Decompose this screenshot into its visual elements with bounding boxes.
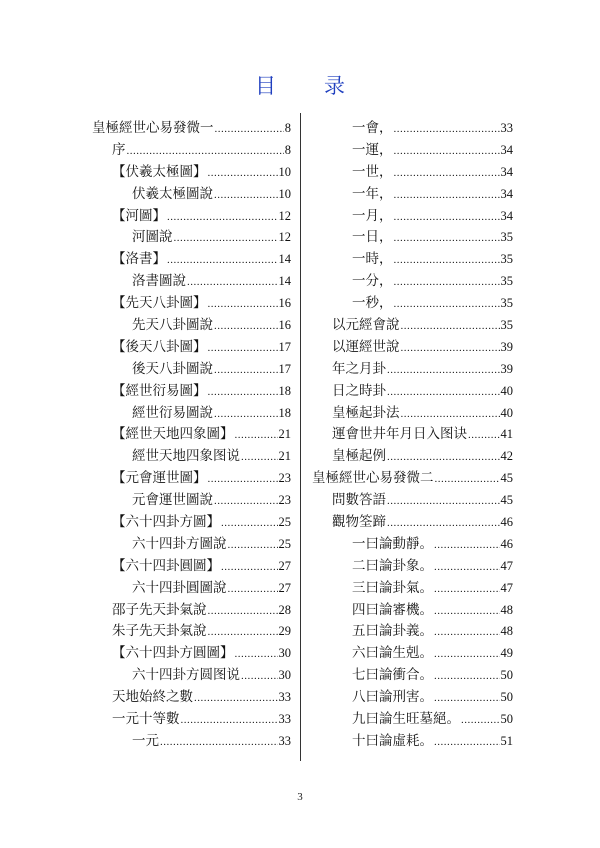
dot-leader [394, 272, 500, 294]
toc-entry-page: 35 [500, 252, 513, 267]
toc-entry-title: 六十四卦方圖說 [132, 535, 227, 552]
dot-leader [228, 535, 278, 557]
toc-entry-title: 【六十四卦方圓圖】 [112, 645, 234, 662]
toc-entry-page: 51 [500, 733, 513, 748]
dot-leader [434, 666, 500, 688]
toc-entry-title: 邵子先天卦氣說 [112, 601, 207, 618]
toc-entry-page: 27 [278, 580, 291, 595]
toc-entry-title: 河圖說 [132, 229, 173, 246]
dot-leader [215, 119, 284, 141]
toc-entry[interactable] [312, 621, 513, 643]
dot-leader [241, 666, 278, 688]
toc-entry-title: 皇極起例 [332, 448, 386, 465]
toc-entry-title: 一日， [352, 229, 393, 246]
dot-leader [221, 557, 278, 579]
toc-entry[interactable] [312, 227, 513, 249]
dot-leader [394, 185, 500, 207]
dot-leader [401, 338, 500, 360]
dot-leader [174, 228, 278, 250]
dot-leader [387, 382, 500, 404]
toc-entry[interactable] [92, 556, 291, 578]
page-title-second-char: 录 [324, 74, 345, 98]
dot-leader [127, 141, 284, 163]
dot-leader [434, 535, 500, 557]
toc-entry-page: 25 [278, 536, 291, 551]
toc-entry-page: 33 [500, 121, 513, 135]
dot-leader [167, 207, 278, 229]
toc-entry-title: 【經世天地四象圖】 [112, 426, 234, 443]
toc-entry-title: 一世， [352, 163, 393, 180]
dot-leader [160, 732, 278, 754]
toc-entry[interactable] [92, 643, 291, 665]
toc-entry[interactable] [312, 403, 513, 425]
toc-entry-title: 伏羲太極圖說 [132, 185, 213, 202]
dot-leader [468, 425, 500, 447]
column-divider [300, 113, 301, 761]
dot-leader [387, 447, 500, 469]
toc-entry[interactable] [312, 249, 513, 271]
toc-entry-page: 47 [500, 580, 513, 595]
toc-entry-title: 後天八卦圖說 [132, 360, 213, 377]
dot-leader [394, 228, 500, 250]
toc-entry-page: 8 [284, 142, 291, 157]
toc-entry[interactable] [312, 381, 513, 403]
toc-entry-page: 30 [278, 668, 291, 683]
toc-entry-page: 17 [278, 361, 291, 376]
dot-leader [401, 404, 500, 426]
dot-leader [208, 382, 278, 404]
toc-entry[interactable] [92, 118, 291, 140]
toc-entry-title: 【河圖】 [112, 207, 166, 224]
dot-leader [208, 622, 278, 644]
dot-leader [214, 404, 278, 426]
toc-entry-page: 33 [278, 733, 291, 748]
toc-entry[interactable] [312, 643, 513, 665]
toc-entry-title: 六十四卦方圆图说 [132, 667, 240, 684]
toc-entry[interactable] [92, 359, 291, 381]
toc-entry[interactable] [312, 337, 513, 359]
dot-leader [167, 250, 278, 272]
toc-entry[interactable] [92, 731, 291, 753]
toc-entry-page: 35 [500, 274, 513, 289]
dot-leader [394, 163, 500, 185]
page-title-first-char: 目 [255, 74, 276, 98]
dot-leader [181, 710, 278, 732]
toc-entry[interactable] [312, 446, 513, 468]
toc-entry[interactable] [92, 709, 291, 731]
toc-entry[interactable] [92, 140, 291, 162]
toc-entry-page: 46 [500, 536, 513, 551]
dot-leader [434, 579, 500, 601]
toc-entry-page: 48 [500, 602, 513, 617]
toc-entry-page: 30 [278, 646, 291, 661]
toc-entry[interactable] [312, 293, 513, 315]
toc-entry-title: 【先天八卦圖】 [112, 295, 207, 312]
toc-entry[interactable] [92, 293, 291, 315]
toc-entry[interactable] [312, 184, 513, 206]
dot-leader [461, 710, 500, 732]
toc-entry-page: 50 [500, 690, 513, 705]
toc-entry-page: 45 [500, 493, 513, 508]
toc-entry-title: 四曰論審機。 [352, 601, 433, 618]
toc-entry[interactable] [92, 621, 291, 643]
dot-leader [194, 688, 278, 710]
dot-leader [387, 491, 500, 513]
toc-entry-title: 【伏羲太極圖】 [112, 163, 207, 180]
dot-leader [434, 644, 500, 666]
toc-entry-page: 10 [278, 164, 291, 179]
dot-leader [228, 579, 278, 601]
toc-entry-page: 8 [284, 121, 291, 135]
dot-leader [208, 294, 278, 316]
toc-entry[interactable] [312, 600, 513, 622]
toc-entry-title: 洛書圖說 [132, 273, 186, 290]
toc-entry-page: 34 [500, 142, 513, 157]
toc-entry[interactable] [312, 512, 513, 534]
toc-entry-page: 18 [278, 405, 291, 420]
toc-entry[interactable] [92, 468, 291, 490]
toc-entry[interactable] [312, 556, 513, 578]
toc-entry[interactable] [312, 534, 513, 556]
dot-leader [235, 425, 278, 447]
toc-entry-page: 47 [500, 558, 513, 573]
toc-entry-title: 先天八卦圖說 [132, 317, 213, 334]
dot-leader [221, 513, 278, 535]
toc-entry-title: 三曰論卦氣。 [352, 579, 433, 596]
toc-entry[interactable] [92, 315, 291, 337]
dot-leader [401, 316, 500, 338]
toc-entry[interactable] [312, 665, 513, 687]
dot-leader [214, 316, 278, 338]
toc-entry[interactable] [312, 687, 513, 709]
toc-entry-page: 34 [500, 186, 513, 201]
toc-entry[interactable] [312, 709, 513, 731]
toc-entry[interactable] [92, 162, 291, 184]
toc-entry-title: 五曰論卦義。 [352, 623, 433, 640]
toc-entry[interactable] [312, 731, 513, 753]
toc-entry-page: 35 [500, 296, 513, 311]
toc-entry[interactable] [92, 578, 291, 600]
dot-leader [187, 272, 278, 294]
toc-entry-title: 皇極起卦法 [332, 404, 400, 421]
toc-entry-title: 經世衍易圖說 [132, 404, 213, 421]
dot-leader [387, 360, 500, 382]
toc-entry-title: 觀物筌蹄 [332, 514, 386, 531]
toc-entry[interactable] [92, 184, 291, 206]
toc-entry-page: 46 [500, 515, 513, 530]
toc-entry-title: 日之時卦 [332, 382, 386, 399]
toc-entry[interactable] [312, 468, 513, 490]
dot-leader [434, 622, 500, 644]
toc-entry-title: 七曰論衝合。 [352, 667, 433, 684]
dot-leader [394, 141, 500, 163]
toc-entry-title: 十曰論虛耗。 [352, 732, 433, 749]
toc-entry-page: 28 [278, 602, 291, 617]
toc-entry-title: 【洛書】 [112, 251, 166, 268]
toc-entry[interactable] [312, 206, 513, 228]
toc-entry-title: 一秒， [352, 295, 393, 312]
toc-entry-page: 14 [278, 274, 291, 289]
toc-entry-title: 一運， [352, 141, 393, 158]
toc-entry-title: 一元十等數 [112, 711, 180, 728]
toc-entry-title: 一月， [352, 207, 393, 224]
toc-entry-page: 27 [278, 558, 291, 573]
toc-entry[interactable] [92, 337, 291, 359]
toc-entry-title: 一時， [352, 251, 393, 268]
toc-entry-title: 皇極經世心易發微二 [312, 470, 434, 487]
toc-entry[interactable] [92, 534, 291, 556]
toc-entry-page: 23 [278, 471, 291, 486]
toc-entry-page: 39 [500, 361, 513, 376]
toc-entry-page: 40 [500, 383, 513, 398]
toc-entry[interactable] [312, 578, 513, 600]
toc-entry[interactable] [92, 206, 291, 228]
dot-leader [208, 469, 278, 491]
toc-entry-title: 八曰論刑害。 [352, 689, 433, 706]
toc-entry-page: 25 [278, 515, 291, 530]
toc-entry[interactable] [312, 162, 513, 184]
toc-left-column [92, 118, 291, 753]
toc-entry-page: 45 [500, 471, 513, 486]
toc-entry-page: 40 [500, 405, 513, 420]
toc-entry-title: 序 [112, 141, 126, 158]
toc-entry-page: 23 [278, 493, 291, 508]
toc-entry[interactable] [312, 315, 513, 337]
dot-leader [214, 185, 278, 207]
dot-leader [434, 688, 500, 710]
toc-entry[interactable] [92, 381, 291, 403]
toc-entry-page: 16 [278, 318, 291, 333]
toc-entry-title: 一分， [352, 273, 393, 290]
toc-entry[interactable] [92, 227, 291, 249]
toc-entry[interactable] [92, 424, 291, 446]
dot-leader [214, 491, 278, 513]
toc-entry[interactable] [312, 490, 513, 512]
toc-entry-page: 10 [278, 186, 291, 201]
toc-entry-page: 16 [278, 296, 291, 311]
toc-entry-page: 29 [278, 624, 291, 639]
toc-entry-title: 年之月卦 [332, 360, 386, 377]
toc-entry-page: 18 [278, 383, 291, 398]
dot-leader [208, 338, 278, 360]
toc-entry-page: 34 [500, 208, 513, 223]
toc-entry-title: 六十四卦圓圖說 [132, 579, 227, 596]
dot-leader [235, 644, 278, 666]
toc-entry-page: 34 [500, 164, 513, 179]
toc-right-column [312, 118, 513, 753]
dot-leader [434, 601, 500, 623]
dot-leader [394, 294, 500, 316]
toc-entry-title: 一曰論動靜。 [352, 535, 433, 552]
toc-entry-title: 朱子先天卦氣說 [112, 623, 207, 640]
dot-leader [435, 469, 500, 491]
dot-leader [394, 250, 500, 272]
toc-entry-page: 21 [278, 427, 291, 442]
toc-entry-title: 九曰論生旺墓絕。 [352, 711, 460, 728]
toc-entry-title: 元會運世圖說 [132, 492, 213, 509]
toc-entry[interactable] [312, 271, 513, 293]
dot-leader [241, 447, 278, 469]
toc-entry-page: 35 [500, 318, 513, 333]
toc-entry-page: 12 [278, 208, 291, 223]
toc-entry-title: 一元 [132, 732, 159, 749]
toc-entry-page: 33 [278, 712, 291, 727]
dot-leader [387, 513, 500, 535]
toc-entry-title: 六曰論生剋。 [352, 645, 433, 662]
toc-entry-title: 以運經世說 [332, 338, 400, 355]
toc-entry-title: 一會， [352, 120, 393, 136]
toc-entry[interactable] [312, 118, 513, 140]
toc-entry[interactable] [312, 424, 513, 446]
toc-entry[interactable] [92, 271, 291, 293]
toc-entry-page: 42 [500, 449, 513, 464]
toc-entry-title: 二曰論卦象。 [352, 557, 433, 574]
toc-entry-title: 天地始終之數 [112, 689, 193, 706]
toc-entry-page: 50 [500, 712, 513, 727]
toc-entry-title: 【後天八卦圖】 [112, 338, 207, 355]
toc-entry[interactable] [312, 359, 513, 381]
toc-entry[interactable] [92, 665, 291, 687]
toc-entry-title: 一年， [352, 185, 393, 202]
toc-entry-title: 以元經會說 [332, 317, 400, 334]
page-number: 3 [297, 791, 303, 803]
dot-leader [394, 207, 500, 229]
dot-leader [208, 601, 278, 623]
toc-entry-page: 49 [500, 646, 513, 661]
page-title [0, 70, 600, 100]
toc-entry-page: 35 [500, 230, 513, 245]
toc-entry-title: 【經世衍易圖】 [112, 382, 207, 399]
dot-leader [214, 360, 278, 382]
toc-entry-page: 39 [500, 339, 513, 354]
toc-entry[interactable] [92, 687, 291, 709]
dot-leader [208, 163, 278, 185]
dot-leader [434, 732, 500, 754]
toc-entry[interactable] [92, 446, 291, 468]
toc-entry-page: 14 [278, 252, 291, 267]
toc-entry[interactable] [92, 403, 291, 425]
toc-entry-title: 經世天地四象图说 [132, 448, 240, 465]
toc-entry-title: 【六十四卦方圖】 [112, 514, 220, 531]
toc-entry[interactable] [92, 249, 291, 271]
toc-entry-title: 【元會運世圖】 [112, 470, 207, 487]
dot-leader [434, 557, 500, 579]
toc-entry[interactable] [92, 490, 291, 512]
toc-entry-page: 50 [500, 668, 513, 683]
toc-entry-page: 12 [278, 230, 291, 245]
toc-entry-page: 21 [278, 449, 291, 464]
toc-entry-page: 48 [500, 624, 513, 639]
toc-entry[interactable] [92, 600, 291, 622]
toc-entry-title: 問數答語 [332, 492, 386, 509]
toc-entry-page: 17 [278, 339, 291, 354]
dot-leader [394, 119, 500, 141]
toc-entry-title: 皇極經世心易發微一 [92, 120, 214, 136]
toc-entry-title: 運會世井年月日入图诀 [332, 426, 467, 443]
toc-entry-title: 【六十四卦圓圖】 [112, 557, 220, 574]
toc-entry-page: 41 [500, 427, 513, 442]
toc-entry[interactable] [92, 512, 291, 534]
toc-entry-page: 33 [278, 690, 291, 705]
toc-entry[interactable] [312, 140, 513, 162]
